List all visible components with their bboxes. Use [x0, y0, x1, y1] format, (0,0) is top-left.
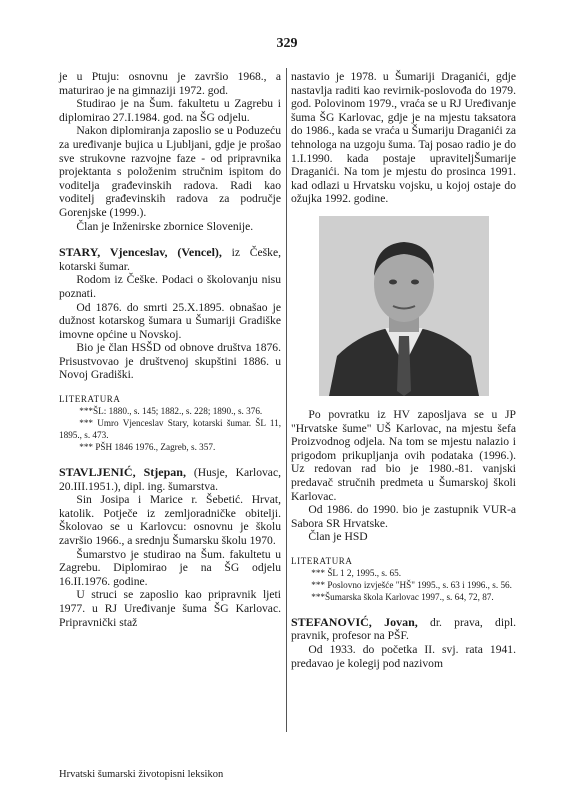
entry-heading-stavljenic [59, 466, 281, 493]
literature-heading: LITERATURA [59, 394, 121, 405]
column-divider [286, 68, 287, 732]
literature-item: ***Šumarska škola Karlovac 1997., s. 64, 72, 87. [311, 591, 494, 602]
left-column [59, 70, 281, 629]
portrait-illustration [319, 216, 489, 396]
entry-heading-rest: (Husje, Karlovac, 20.III.1951.), dipl. ing. šumarstva. [59, 466, 281, 493]
entry-paragraph: U struci se zaposlio kao pripravnik ljeti 1977. u RJ Uređivanje šuma ŠG Karlovac. Pripravnički staž [59, 588, 281, 629]
entry-paragraph: Od 1876. do smrti 25.X.1895. obnašao je dužnost kotarskog šumara u Šumariji Gradiške imovne općine u Novskoj. [59, 300, 281, 341]
portrait-photo [319, 216, 489, 396]
entry-heading-rest: dr. prava, dipl. pravnik, profesor na PŠF. [291, 615, 516, 643]
entry-paragraph: Po povratku iz HV zaposljava se u JP "Hrvatske šume" UŠ Karlovac, na mjestu šefa Proizvodnog odjela. Na tom se mjestu nalazio i prigodom prikupljanja ovih podataka (1996.). Uz redovan rad bio je 1980.-81. vanjski predavač stručnih predmeta u Šumarskoj školi Karlovac. [291, 407, 516, 503]
page-number: 329 [276, 36, 298, 51]
entry-paragraph: Sin Josipa i Marice r. Šebetić. Hrvat, katolik. Potječe iz zemljoradničke obitelji. Školovao se u Karlovcu: osnovnu je školu završio 1966., a srednju Šumarsku školu 1970. [59, 493, 281, 548]
entry-paragraph: Od 1986. do 1990. bio je zastupnik VUR-a Sabora SR Hrvatske. [291, 503, 516, 530]
entry-paragraph: Studirao je na Šum. fakultetu u Zagrebu i diplomirao 27.I.1984. god. na ŠG odjelu. [59, 97, 281, 124]
entry-heading-stefanovic [291, 616, 516, 643]
literature-item: *** Umro Vjenceslav Stary, kotarski šumar. ŠL 11, 1895., s. 473. [59, 418, 281, 441]
right-column [291, 70, 516, 670]
entry-paragraph: Šumarstvo je studirao na Šum. fakultetu u Zagrebu. Diplomirao je na ŠG odjelu 16.II.1976. godine. [59, 547, 281, 588]
entry-paragraph: Član je Inženirske zbornice Slovenije. [76, 219, 254, 233]
entry-heading-stary [59, 246, 281, 273]
page-footer: Hrvatski šumarski životopisni leksikon [59, 769, 224, 780]
entry-paragraph: Rodom iz Češke. Podaci o školovanju nisu poznati. [59, 273, 281, 300]
literature-item: *** Poslovno izvješće "HŠ" 1995., s. 63 i 1996., s. 56. [311, 579, 512, 590]
entry-paragraph: Bio je član HSŠD od obnove društva 1876. Prisustvovao je društvenoj skupštini 1886. u Novoj Gradiški. [59, 341, 281, 382]
entry-continuation: je u Ptuju: osnovnu je završio 1968., a maturirao je na gimnaziji 1972. god. [59, 70, 281, 97]
entry-paragraph: Nakon diplomiranja zaposlio se u Poduzeću za uređivanje bujica u Ljubljani, gdje je prošao sve strukovne razvojne faze - od pripravnika projektanta s položenim stručnim ispitom do voditelja građevinskih radova. Radi kao voditelj građevinskih radova za područje Gorenjske (1999.). [59, 124, 281, 219]
literature-item: ***ŠL: 1880., s. 145; 1882., s. 228; 1890., s. 376. [79, 406, 263, 417]
entry-continuation: nastavio je 1978. u Šumariji Draganići, gdje nastavlja raditi kao revirnik-poslovođa do 1979. god. Polovinom 1979., vraća se u RJ Uređivanje šuma ŠG Karlovac, gdje je na mjestu taksatora do 1986., kada se vraća u Šumariju Draganići za tehnologa na uzgoju šuma. Taj posao radio je do 1.I.1990. kada postaje upraviteljŠumarije Draganići. Na tom je mjestu do prosinca 1991. kad odlazi u Hrvatsku vojsku, u kojoj ostaje do ožujka 1992. godine. [291, 70, 516, 206]
literature-item: *** PŠH 1846 1976., Zagreb, s. 357. [79, 442, 216, 453]
literature-item: *** ŠL 1 2, 1995., s. 65. [311, 567, 401, 578]
entry-paragraph: Od 1933. do početka II. svj. rata 1941. predavao je kolegij pod nazivom [291, 643, 516, 670]
entry-heading-rest: iz Češke, kotarski šumar. [59, 246, 281, 273]
entry-name: STEFANOVIĆ, Jovan, [291, 614, 418, 629]
literature-heading: LITERATURA [291, 555, 353, 566]
entry-name: STARY, Vjenceslav, (Vencel), [59, 245, 222, 260]
entry-name: STAVLJENIĆ, Stjepan, [59, 465, 186, 480]
entry-paragraph: Član je HSD [308, 530, 368, 544]
